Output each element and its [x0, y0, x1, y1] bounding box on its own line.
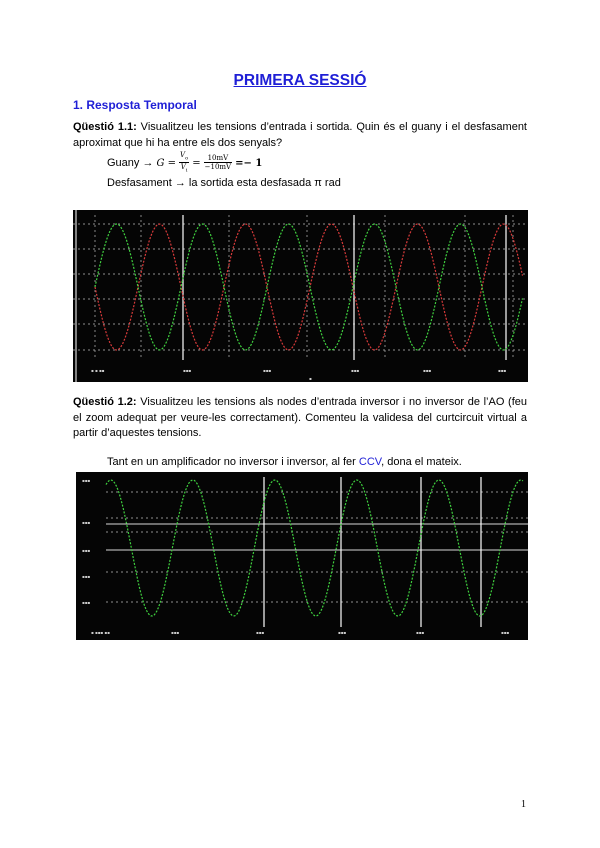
- gain-fraction-2: $\frac{10mV}{-10mV}$: [204, 154, 232, 172]
- phase-text: Desfasament → la sortida esta desfasada π rad: [107, 177, 341, 189]
- svg-text:▪ ▪ ▪▪: ▪ ▪ ▪▪: [91, 368, 105, 373]
- gain-formula: Guany → G = $\frac{V_o}{V_i}$ = $\frac{10mV}{-10mV}$ =− 1: [107, 151, 263, 174]
- section-heading: 1. Resposta Temporal: [73, 98, 197, 112]
- svg-text:▪▪▪: ▪▪▪: [338, 630, 347, 635]
- svg-text:▪▪▪: ▪▪▪: [82, 478, 91, 483]
- answer-1-2: Tant en un amplificador no inversor i inversor, al fer CCV, dona el mateix.: [107, 456, 462, 468]
- question-1-2: [73, 395, 527, 442]
- gain-result: =− 1: [235, 157, 263, 169]
- svg-text:▪▪▪: ▪▪▪: [171, 630, 180, 635]
- gain-prefix: Guany →: [107, 156, 154, 169]
- svg-text:▪▪▪: ▪▪▪: [351, 368, 360, 373]
- page-title: PRIMERA SESSIÓ: [233, 72, 367, 89]
- svg-text:▪▪▪: ▪▪▪: [82, 520, 91, 525]
- svg-text:▪▪▪: ▪▪▪: [416, 630, 425, 635]
- oscilloscope-plot-2: [76, 472, 528, 640]
- svg-text:▪▪▪: ▪▪▪: [498, 368, 507, 373]
- gain-fraction-1: $\frac{V_o}{V_i}$: [180, 151, 189, 174]
- page-number: 1: [521, 799, 526, 810]
- question-1-1-label: Qüestió 1.1:: [73, 121, 137, 133]
- gain-symbol: G: [156, 157, 165, 169]
- question-1-2-text: Visualitzeu les tensions als nodes d’entrada inversor i no inversor de l’AO (feu el zoom adequat per veure-les correctament). Comenteu la validesa del curtcircuit virtual a partir d’aquestes tensions.: [73, 396, 527, 439]
- svg-text:▪▪▪: ▪▪▪: [423, 368, 432, 373]
- oscilloscope-plot-1: [73, 210, 528, 382]
- svg-text:▪▪▪: ▪▪▪: [82, 574, 91, 579]
- svg-text:▪ ▪▪▪ ▪▪: ▪ ▪▪▪ ▪▪: [91, 630, 110, 635]
- svg-text:▪▪▪: ▪▪▪: [256, 630, 265, 635]
- ccv-term: CCV: [358, 456, 382, 468]
- svg-text:▪▪▪: ▪▪▪: [183, 368, 192, 373]
- svg-text:▪: ▪: [309, 376, 312, 381]
- svg-text:▪▪▪: ▪▪▪: [501, 630, 510, 635]
- question-1-2-label: Qüestió 1.2:: [73, 396, 137, 408]
- svg-text:▪▪▪: ▪▪▪: [82, 548, 91, 553]
- svg-text:▪▪▪: ▪▪▪: [263, 368, 272, 373]
- question-1-1-text: Visualitzeu les tensions d’entrada i sortida. Quin és el guany i el desfasament aproximat que hi ha entre els dos senyals?: [73, 121, 527, 149]
- question-1-1: [73, 120, 527, 151]
- svg-text:▪▪▪: ▪▪▪: [82, 600, 91, 605]
